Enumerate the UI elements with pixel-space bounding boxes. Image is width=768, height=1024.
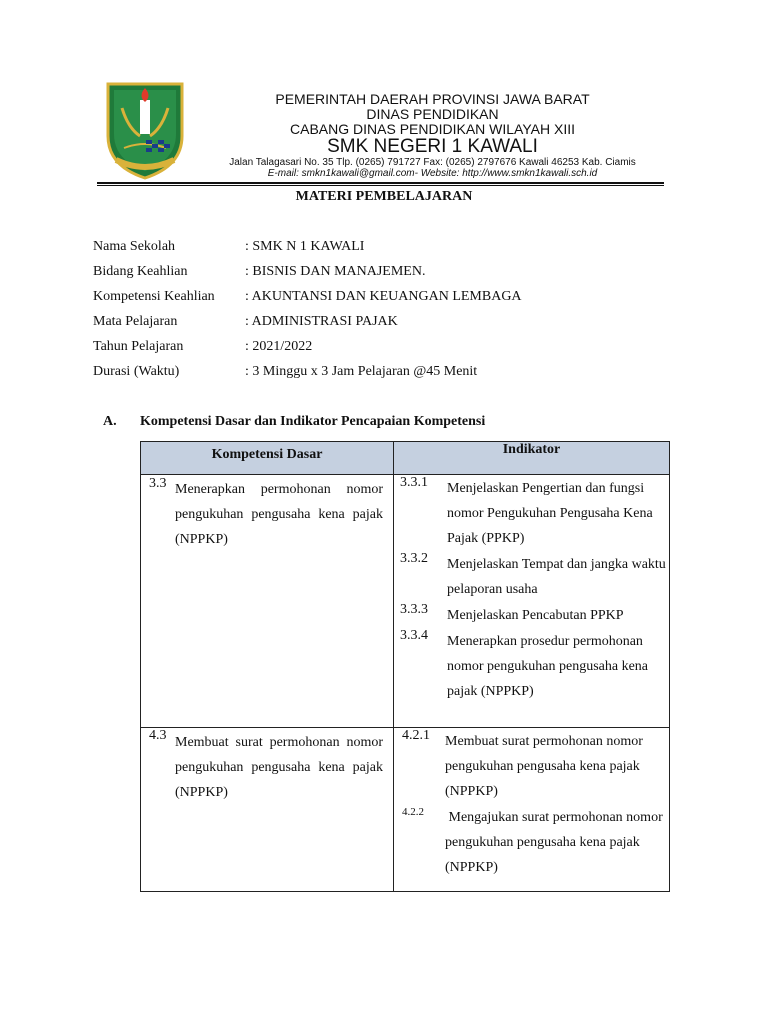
kd-cell: [141, 475, 394, 728]
kd-text: Menerapkan permohonan nomor pengukuhan pengusaha kena pajak (NPPKP): [175, 482, 383, 547]
document-title: MATERI PEMBELAJARAN: [295, 189, 473, 204]
table-row: [141, 475, 670, 728]
indicator-text: Membuat surat permohonan nomor pengukuhan pengusaha kena pajak (NPPKP): [445, 734, 643, 799]
header-indikator: Indikator: [394, 442, 670, 475]
indicator-number: 3.3.2: [400, 551, 428, 566]
indicator-number: 3.3.3: [400, 602, 428, 617]
table-row: [141, 728, 670, 892]
list-item: [394, 475, 669, 551]
list-item: [394, 628, 669, 704]
section-number: A.: [103, 414, 117, 429]
indicator-cell: [394, 475, 670, 728]
info-value: : 3 Minggu x 3 Jam Pelajaran @45 Menit: [245, 364, 478, 379]
info-label: Nama Sekolah: [93, 239, 176, 254]
header-kompetensi-dasar: Kompetensi Dasar: [141, 442, 394, 475]
branch-line: CABANG DINAS PENDIDIKAN WILAYAH XIII: [290, 121, 575, 137]
indicator-text: Menerapkan prosedur permohonan nomor pengukuhan pengusaha kena pajak (NPPKP): [447, 634, 648, 699]
info-label: Kompetensi Keahlian: [93, 289, 215, 304]
department-line: DINAS PENDIDIKAN: [366, 106, 499, 122]
indicator-text: Menjelaskan Pengertian dan fungsi nomor Pengukuhan Pengusaha Kena Pajak (PPKP): [447, 481, 653, 546]
letterhead-rule-thin: [97, 185, 664, 186]
info-label: Mata Pelajaran: [93, 314, 178, 329]
indicator-number: 3.3.1: [400, 475, 428, 490]
indicator-number: 4.2.2: [402, 806, 424, 818]
kd-text: Membuat surat permohonan nomor pengukuhan pengusaha kena pajak (NPPKP): [175, 735, 383, 800]
indicator-number: 3.3.4: [400, 628, 428, 643]
list-item: [394, 804, 669, 880]
west-java-emblem-icon: [100, 78, 190, 180]
government-line: PEMERINTAH DAERAH PROVINSI JAWA BARAT: [275, 91, 590, 107]
section-title: Kompetensi Dasar dan Indikator Pencapaian Kompetensi: [140, 414, 486, 429]
list-item: [394, 728, 669, 804]
indicator-text: Menjelaskan Pencabutan PPKP: [447, 608, 624, 623]
school-name: SMK NEGERI 1 KAWALI: [327, 136, 538, 157]
competency-table: [140, 441, 670, 892]
kd-cell: [141, 728, 394, 892]
list-item: [394, 551, 669, 602]
info-value: : AKUNTANSI DAN KEUANGAN LEMBAGA: [245, 289, 522, 304]
kd-number: 4.3: [149, 728, 167, 743]
info-value: : 2021/2022: [245, 339, 313, 354]
school-contact: E-mail: smkn1kawali@gmail.com- Website: http://www.smkn1kawali.sch.id: [267, 168, 598, 179]
info-value: : SMK N 1 KAWALI: [245, 239, 365, 254]
info-label: Durasi (Waktu): [93, 364, 180, 379]
indicator-cell: [394, 728, 670, 892]
indicator-text: Menjelaskan Tempat dan jangka waktu pelaporan usaha: [447, 557, 666, 597]
info-value: : BISNIS DAN MANAJEMEN.: [245, 264, 426, 279]
list-item: [394, 602, 669, 628]
school-address: Jalan Talagasari No. 35 Tlp. (0265) 791727 Fax: (0265) 2797676 Kawali 46253 Kab. Ciamis: [229, 157, 636, 168]
info-value: : ADMINISTRASI PAJAK: [245, 314, 398, 329]
indicator-text: Mengajukan surat permohonan nomor pengukuhan pengusaha kena pajak (NPPKP): [445, 810, 667, 875]
kd-number: 3.3: [149, 476, 167, 491]
letterhead-rule-thick: [97, 182, 664, 184]
indicator-number: 4.2.1: [402, 728, 430, 743]
school-logo: [100, 78, 190, 180]
info-label: Tahun Pelajaran: [93, 339, 184, 354]
table-header-row: [141, 442, 670, 475]
info-label: Bidang Keahlian: [93, 264, 188, 279]
